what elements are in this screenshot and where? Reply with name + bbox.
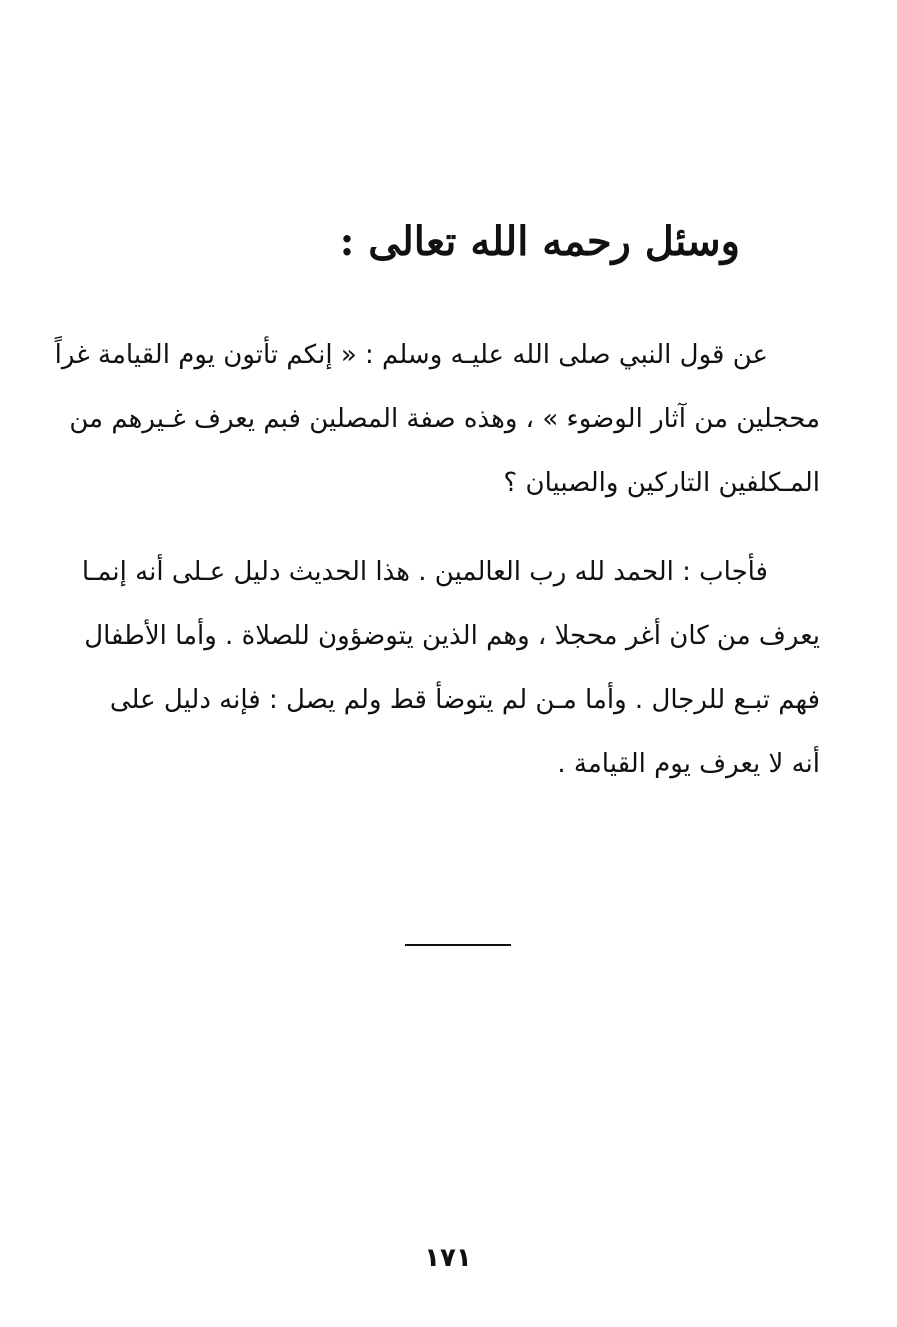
answer-line: يعرف من كان أغر محجلا ، وهم الذين يتوضؤون للصلاة . وأما الأطفال (84, 621, 820, 651)
section-divider (405, 944, 511, 946)
answer-line: فأجاب : الحمد لله رب العالمين . هذا الحديث دليل عـلى أنه إنمـا (81, 557, 768, 587)
answer-line: فهم تبـع للرجال . وأما مـن لم يتوضأ قط ولم يصل : فإنه دليل على (109, 685, 820, 715)
question-line: محجلين من آثار الوضوء » ، وهذه صفة المصلين فبم يعرف غـيرهم من (69, 404, 820, 434)
question-line: عن قول النبي صلى الله عليـه وسلم : « إنكم تأتون يوم القيامة غراً (54, 340, 768, 370)
question-line: المـكلفين التاركين والصبيان ؟ (503, 468, 820, 498)
section-heading: وسئل رحمه الله تعالى : (339, 218, 740, 265)
answer-line: أنه لا يعرف يوم القيامة . (557, 749, 820, 779)
page-number: ١٧١ (424, 1243, 472, 1273)
question-paragraph (54, 323, 820, 515)
answer-paragraph (81, 540, 820, 796)
